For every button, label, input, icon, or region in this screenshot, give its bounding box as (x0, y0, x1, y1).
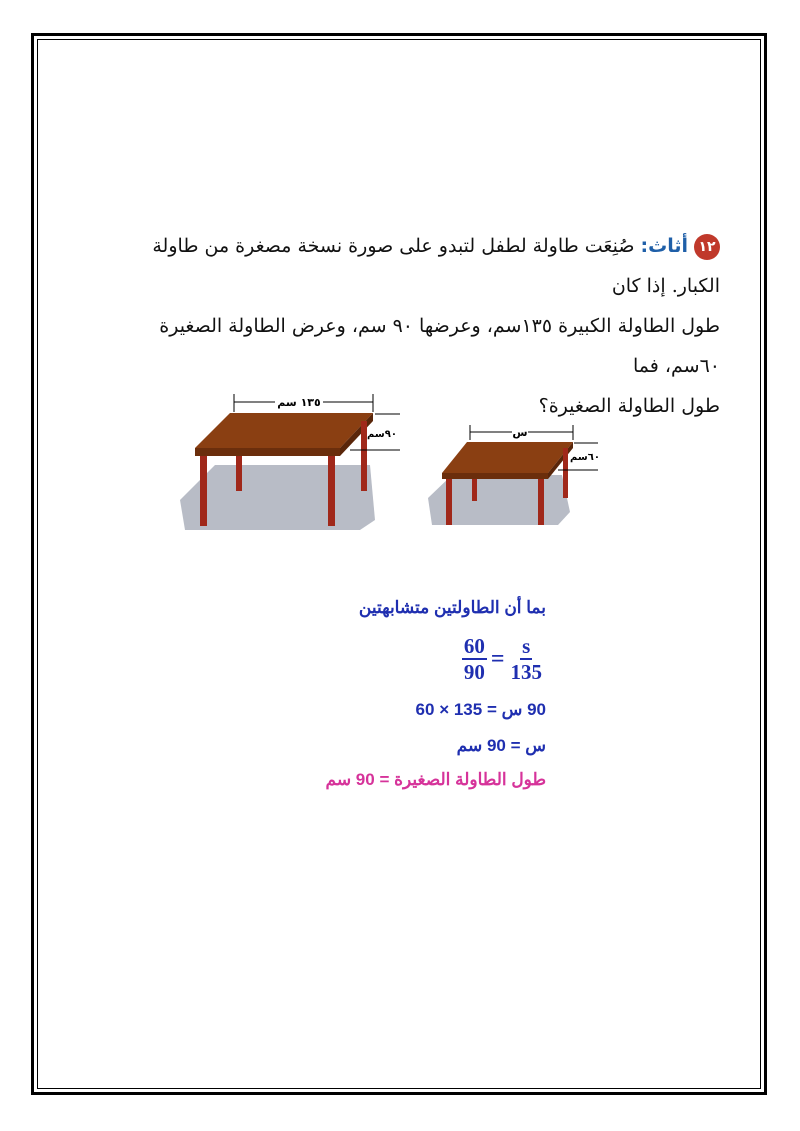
fraction-left-denominator: 90 (463, 660, 485, 684)
fraction-right-numerator: s (522, 634, 531, 658)
small-table-top-front (442, 473, 548, 479)
problem-line-3: طول الطاولة الصغيرة؟ (538, 395, 720, 417)
big-table-top-front (195, 448, 340, 456)
small-table-leg (472, 479, 477, 501)
small-table-leg (538, 479, 544, 525)
small-table (428, 425, 600, 525)
solution-step-1: 90 س = 135 × 60 (415, 700, 546, 719)
big-width-label: ٩٠سم (367, 429, 397, 440)
fraction-left-numerator: 60 (463, 634, 485, 658)
tables-illustration (170, 380, 620, 550)
small-width-label: ٦٠سم (570, 452, 600, 463)
small-table-leg (563, 448, 568, 498)
big-length-label: ١٣٥ سم (277, 396, 321, 409)
problem-line-2: طول الطاولة الكبيرة ١٣٥سم، وعرضها ٩٠ سم، وعرض الطاولة الصغيرة ٦٠سم، فما (159, 315, 720, 377)
solution-answer: طول الطاولة الصغيرة = 90 سم (325, 770, 546, 789)
fraction-right (509, 634, 545, 684)
proportion-equation (462, 634, 544, 684)
equals-sign: = (490, 645, 505, 672)
problem-number-badge: ١٢ (694, 234, 720, 260)
big-table-leg (328, 456, 335, 526)
page-border-inner (37, 39, 761, 1089)
solution-intro: بما أن الطاولتين متشابهتين (358, 598, 546, 617)
problem-line-1 (110, 226, 720, 306)
fraction-left (462, 634, 487, 684)
problem-line-1-text: صُنِعَت طاولة لطفل لتبدو على صورة نسخة مصغرة من طاولة الكبار. إذا كان (152, 235, 720, 297)
big-table-leg (200, 456, 207, 526)
big-table-shadow (180, 465, 375, 530)
small-table-leg (446, 479, 452, 525)
fraction-right-denominator: 135 (510, 660, 542, 684)
small-length-label: س (512, 426, 528, 439)
big-table (180, 394, 400, 530)
problem-topic: أثاث: (640, 235, 688, 257)
solution-step-2: س = 90 سم (456, 736, 546, 755)
big-table-leg (236, 456, 242, 491)
